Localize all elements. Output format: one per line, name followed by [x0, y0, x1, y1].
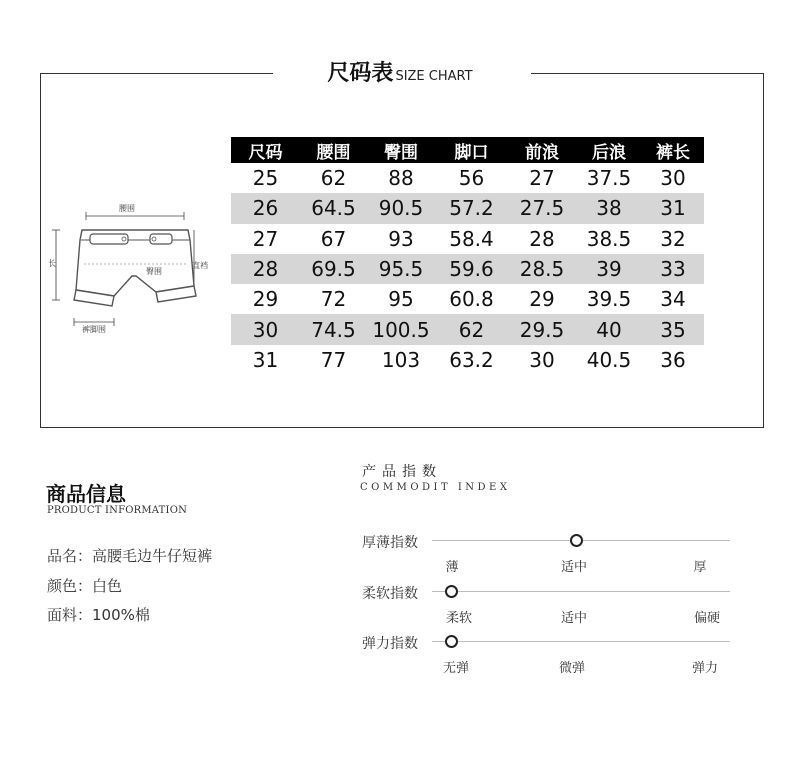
header-length: 裤长 — [642, 137, 704, 163]
table-cell: 28 — [231, 254, 300, 284]
table-cell: 28.5 — [508, 254, 576, 284]
index-option: 柔软 — [445, 611, 472, 626]
diagram-hem-label: 裤脚围 — [82, 325, 106, 334]
index-track-elasticity — [432, 641, 730, 642]
table-cell: 40 — [576, 314, 642, 344]
product-color: 颜色：白色 — [47, 577, 123, 595]
frame-left — [40, 73, 41, 428]
table-row — [231, 314, 704, 344]
frame-bottom — [40, 427, 764, 428]
table-cell: 74.5 — [300, 314, 367, 344]
table-cell: 69.5 — [300, 254, 367, 284]
table-cell: 38 — [576, 193, 642, 223]
table-row — [231, 254, 704, 284]
size-table-header-row — [231, 137, 704, 163]
table-cell: 90.5 — [367, 193, 435, 223]
index-marker-softness — [445, 585, 458, 598]
header-front-rise: 前浪 — [508, 137, 576, 163]
index-option: 适中 — [560, 611, 587, 626]
index-option: 弹力 — [691, 661, 718, 676]
table-row — [231, 163, 704, 193]
table-cell: 100.5 — [367, 314, 435, 344]
table-cell: 32 — [660, 226, 686, 251]
table-cell: 103 — [381, 347, 421, 372]
index-marker-thickness — [570, 534, 583, 547]
table-cell: 95 — [388, 287, 414, 312]
frame-right — [763, 73, 764, 428]
diagram-hip-label: 臀围 — [146, 267, 162, 276]
size-chart-title — [290, 56, 510, 87]
table-cell: 30 — [660, 166, 686, 191]
index-marker-elasticity — [445, 635, 458, 648]
table-cell: 29.5 — [508, 314, 576, 344]
table-cell: 27 — [252, 226, 279, 251]
table-cell: 59.6 — [435, 254, 508, 284]
table-cell: 95.5 — [367, 254, 435, 284]
table-cell: 63.2 — [449, 347, 494, 372]
index-option: 无弹 — [442, 661, 469, 676]
table-row — [231, 224, 704, 254]
table-cell: 60.8 — [449, 287, 494, 312]
index-option: 偏硬 — [693, 611, 720, 626]
table-cell: 36 — [660, 347, 686, 372]
frame-top-right — [531, 73, 764, 74]
diagram-waist-label: 腰围 — [119, 204, 135, 213]
index-label-thickness: 厚薄指数 — [362, 535, 418, 551]
table-cell: 56 — [458, 166, 485, 191]
table-cell: 72 — [320, 287, 347, 312]
product-info-subtitle: PRODUCT INFORMATION — [47, 505, 188, 516]
shorts-diagram — [44, 196, 224, 336]
table-cell: 38.5 — [586, 226, 632, 251]
frame-top-left — [40, 73, 273, 74]
table-cell: 31 — [252, 347, 279, 372]
table-cell: 37.5 — [586, 166, 632, 191]
table-cell: 30 — [231, 314, 300, 344]
commodity-index-subtitle: COMMODIT INDEX — [360, 482, 511, 493]
diagram-length-label: 长 — [48, 259, 56, 268]
table-cell: 58.4 — [449, 226, 494, 251]
header-back-rise: 后浪 — [576, 137, 642, 163]
product-name: 品名：高腰毛边牛仔短裤 — [47, 547, 213, 565]
index-option: 薄 — [445, 560, 459, 575]
size-chart-title-en: SIZE CHART — [395, 69, 473, 84]
size-table — [231, 137, 704, 375]
table-cell: 93 — [388, 226, 414, 251]
table-cell: 88 — [388, 166, 414, 191]
table-cell: 77 — [320, 347, 347, 372]
table-cell: 34 — [660, 287, 686, 312]
table-cell: 33 — [642, 254, 704, 284]
diagram-rise-label: 直裆 — [192, 261, 208, 270]
product-fabric: 面料：100%棉 — [47, 606, 150, 624]
table-cell: 64.5 — [300, 193, 367, 223]
table-cell: 25 — [252, 166, 279, 191]
table-cell: 28 — [529, 226, 555, 251]
table-cell: 57.2 — [435, 193, 508, 223]
table-cell: 67 — [320, 226, 347, 251]
header-size: 尺码 — [231, 137, 300, 163]
table-row — [231, 193, 704, 223]
commodity-index-title: 产品指数 — [362, 464, 442, 480]
table-cell: 39 — [576, 254, 642, 284]
table-cell: 30 — [529, 347, 555, 372]
table-cell: 26 — [231, 193, 300, 223]
header-hip: 臀围 — [367, 137, 435, 163]
header-waist: 腰围 — [300, 137, 367, 163]
size-chart-title-cn: 尺码表 — [327, 61, 394, 86]
index-option: 适中 — [560, 560, 587, 575]
index-label-elasticity: 弹力指数 — [362, 636, 418, 652]
product-info-title: 商品信息 — [46, 482, 126, 506]
table-cell: 62 — [320, 166, 347, 191]
table-cell: 29 — [252, 287, 279, 312]
index-option: 厚 — [693, 560, 707, 575]
header-hem: 脚口 — [435, 137, 508, 163]
index-option: 微弹 — [558, 661, 585, 676]
table-cell: 35 — [642, 314, 704, 344]
table-cell: 31 — [642, 193, 704, 223]
table-cell: 39.5 — [586, 287, 632, 312]
index-label-softness: 柔软指数 — [362, 586, 418, 602]
index-track-softness — [432, 591, 730, 592]
table-cell: 62 — [435, 314, 508, 344]
table-row — [231, 345, 704, 375]
table-cell: 40.5 — [586, 347, 632, 372]
table-row — [231, 284, 704, 314]
table-cell: 27.5 — [508, 193, 576, 223]
table-cell: 27 — [529, 166, 555, 191]
table-cell: 29 — [529, 287, 555, 312]
